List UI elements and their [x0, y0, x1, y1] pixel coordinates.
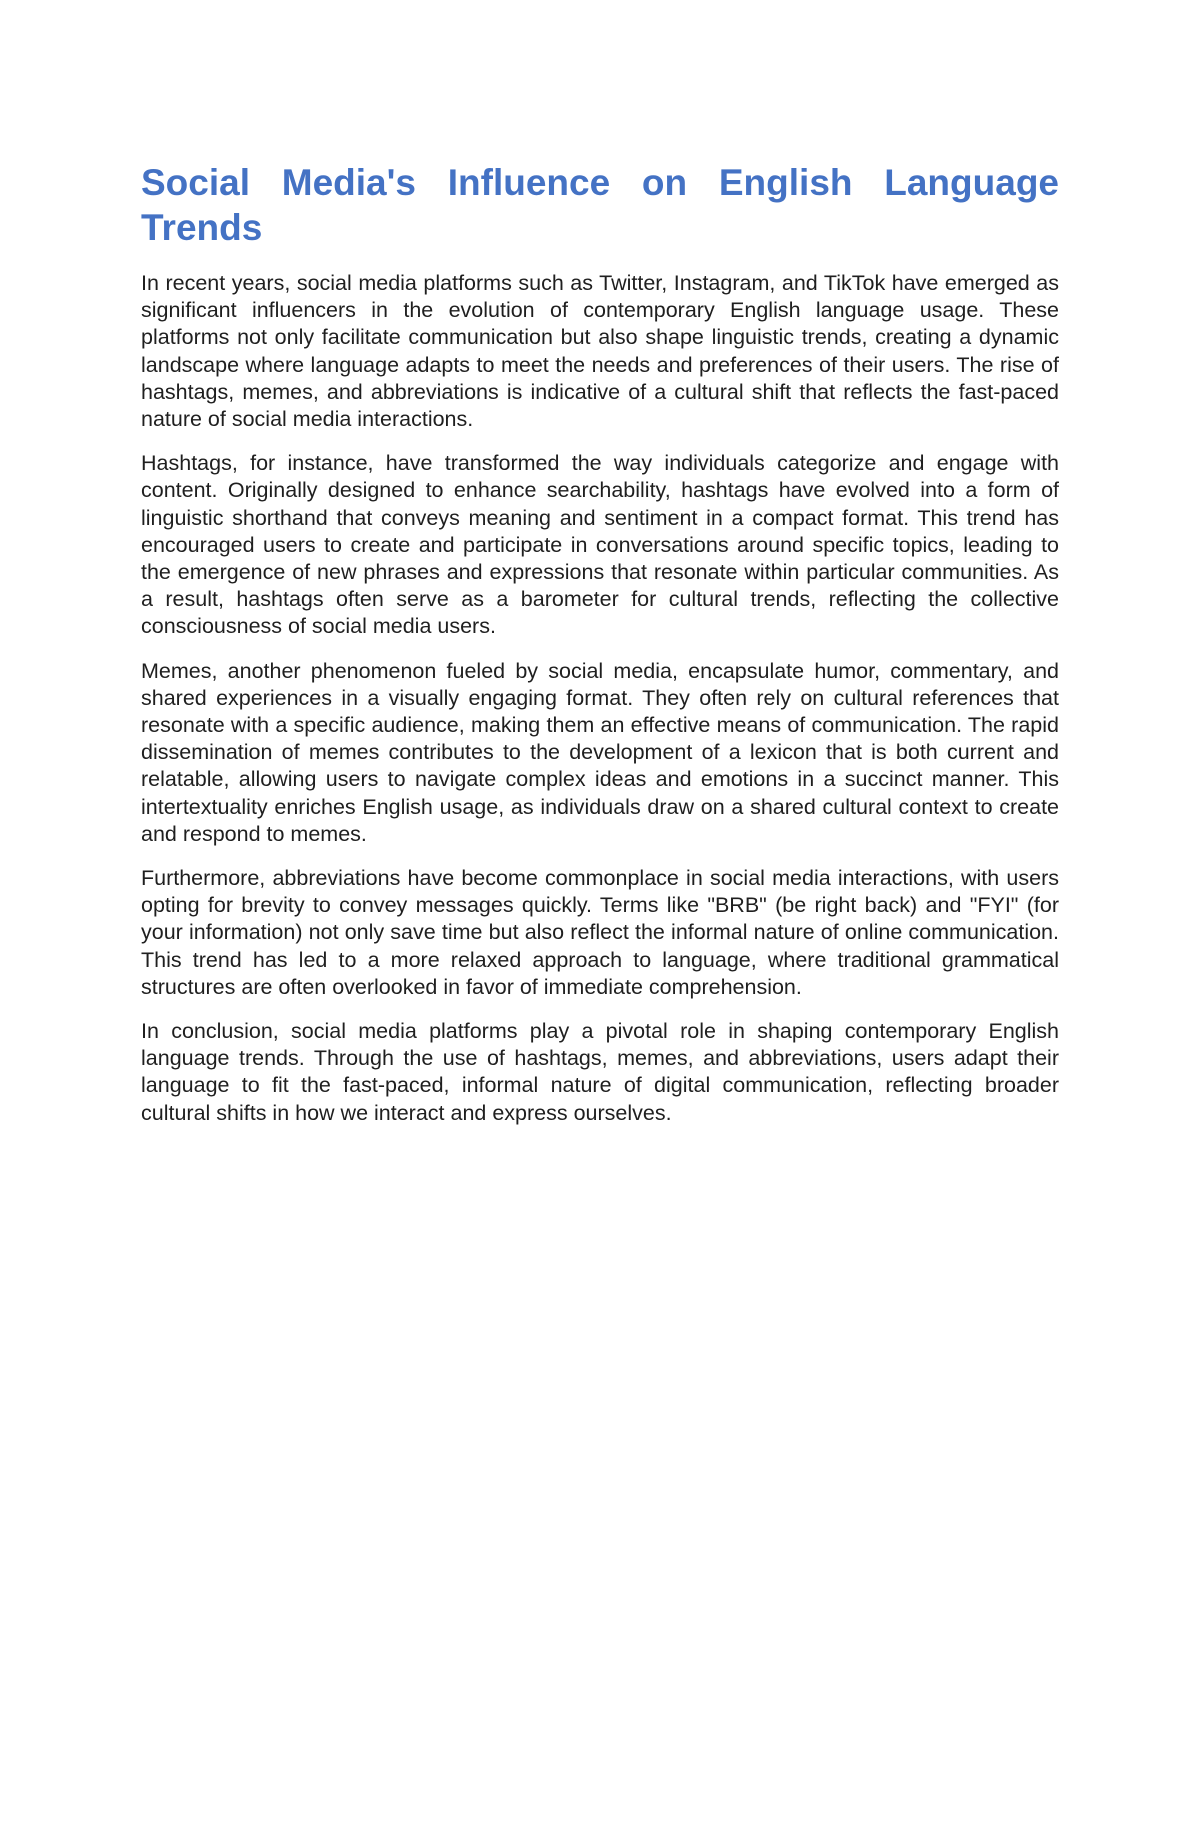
paragraph-abbreviations: Furthermore, abbreviations have become commonplace in social media interactions, with users opting for brevity to convey messages quickly. Terms like "BRB" (be right back) and "FYI" (for your information) not only save time but also reflect the informal nature of online communication. This trend has led to a more relaxed approach to language, where traditional grammatical structures are often overlooked in favor of immediate comprehension.	[141, 866, 1059, 999]
paragraph-conclusion: In conclusion, social media platforms play a pivotal role in shaping contemporary English language trends. Through the use of hashtags, memes, and abbreviations, users adapt their language to fit the fast-paced, informal nature of digital communication, reflecting broader cultural shifts in how we interact and express ourselves.	[141, 1019, 1059, 1125]
paragraph-hashtags: Hashtags, for instance, have transformed the way individuals categorize and engage with content. Originally designed to enhance searchability, hashtags have evolved into a form of linguistic shorthand that conveys meaning and sentiment in a compact format. This trend has encouraged users to create and participate in conversations around specific topics, leading to the emergence of new phrases and expressions that resonate within particular communities. As a result, hashtags often serve as a barometer for cultural trends, reflecting the collective consciousness of social media users.	[141, 451, 1059, 639]
document-body	[141, 160, 1059, 1144]
document-title: Social Media's Influence on English Language Trends	[141, 162, 1059, 248]
paragraph-introduction: In recent years, social media platforms such as Twitter, Instagram, and TikTok have emerged as significant influencers in the evolution of contemporary English language usage. These platforms not only facilitate communication but also shape linguistic trends, creating a dynamic landscape where language adapts to meet the needs and preferences of their users. The rise of hashtags, memes, and abbreviations is indicative of a cultural shift that reflects the fast-paced nature of social media interactions.	[141, 271, 1059, 432]
paragraph-memes: Memes, another phenomenon fueled by social media, encapsulate humor, commentary, and shared experiences in a visually engaging format. They often rely on cultural references that resonate with a specific audience, making them an effective means of communication. The rapid dissemination of memes contributes to the development of a lexicon that is both current and relatable, allowing users to navigate complex ideas and emotions in a succinct manner. This intertextuality enriches English usage, as individuals draw on a shared cultural context to create and respond to memes.	[141, 658, 1059, 846]
